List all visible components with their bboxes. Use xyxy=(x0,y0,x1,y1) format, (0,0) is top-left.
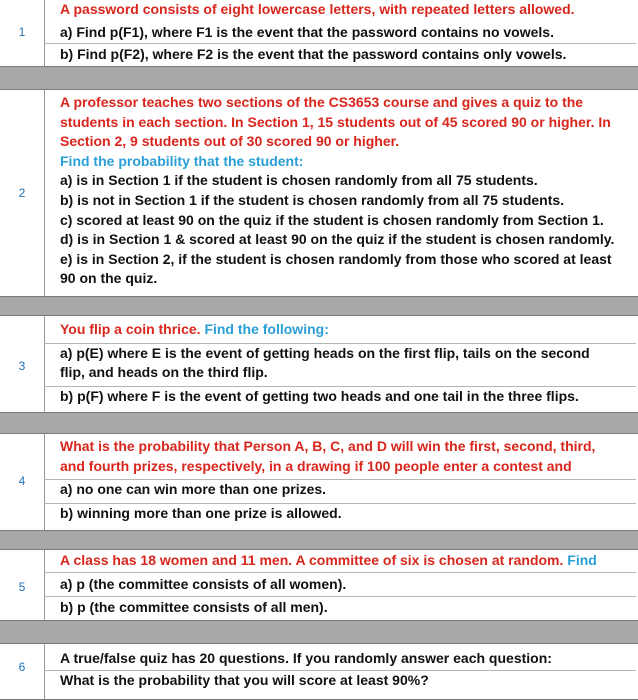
row-divider xyxy=(44,43,636,44)
row-divider xyxy=(44,386,636,387)
separator-band xyxy=(0,412,638,434)
problem-1 xyxy=(0,0,638,66)
problem-6 xyxy=(0,644,638,700)
problem-3 xyxy=(0,316,638,412)
part-b: b) Find p(F2), where F2 is the event that the password contains only vowels. xyxy=(60,46,567,63)
intro-line: students in each section. In Section 1, 15 students out of 45 scored 90 or higher. In xyxy=(60,113,611,130)
column-divider xyxy=(44,434,45,530)
row-divider xyxy=(44,503,636,504)
problem-5 xyxy=(0,550,638,620)
problem-number: 3 xyxy=(18,359,26,373)
question-line: What is the probability that you will score at least 90%? xyxy=(60,671,429,688)
separator-band xyxy=(0,530,638,550)
problem-title: A true/false quiz has 20 questions. If you randomly answer each question: xyxy=(60,650,552,666)
intro-line: Section 2, 9 students out of 30 scored 90 or higher. xyxy=(60,133,400,150)
row-divider xyxy=(44,572,636,573)
part-e-continued: 90 on the quiz. xyxy=(60,270,158,287)
problem-4 xyxy=(0,434,638,530)
separator-band xyxy=(0,66,638,90)
row-divider xyxy=(44,343,636,344)
part-a: a) p (the committee consists of all women). xyxy=(60,575,347,592)
problem-number: 1 xyxy=(18,25,26,39)
part-a: a) p(E) where E is the event of getting heads on the first flip, tails on the second xyxy=(60,344,590,361)
part-e: e) is in Section 2, if the student is chosen randomly from those who scored at least xyxy=(60,250,612,267)
part-b: b) p (the committee consists of all men). xyxy=(60,599,328,616)
problem-number: 5 xyxy=(18,580,26,594)
part-b: b) winning more than one prize is allowed. xyxy=(60,504,342,521)
row-divider xyxy=(44,479,636,480)
part-a: a) no one can win more than one prizes. xyxy=(60,481,327,498)
row-divider xyxy=(44,670,636,671)
column-divider xyxy=(44,0,45,66)
intro-line: A professor teaches two sections of the CS3653 course and gives a quiz to the xyxy=(60,94,584,110)
intro-line: What is the probability that Person A, B, C, and D will win the first, second, third, xyxy=(60,438,596,454)
problem-title: You flip a coin thrice. xyxy=(60,321,201,337)
column-divider xyxy=(44,644,45,700)
part-c: c) scored at least 90 on the quiz if the student is chosen randomly from Section 1. xyxy=(60,211,604,228)
row-divider xyxy=(44,596,636,597)
problem-2 xyxy=(0,90,638,296)
problem-title: A password consists of eight lowercase letters, with repeated letters allowed. xyxy=(60,1,575,17)
part-a-continued: flip, and heads on the third flip. xyxy=(60,364,268,381)
intro-line: and fourth prizes, respectively, in a drawing if 100 people enter a contest and xyxy=(60,457,572,474)
problem-number: 4 xyxy=(18,474,26,488)
problem-prompt: Find the following: xyxy=(204,321,329,337)
problem-number: 6 xyxy=(18,660,26,674)
part-a: a) is in Section 1 if the student is chosen randomly from all 75 students. xyxy=(60,172,538,189)
part-d: d) is in Section 1 & scored at least 90 on the quiz if the student is chosen randomly. xyxy=(60,231,615,248)
part-b: b) is not in Section 1 if the student is chosen randomly from all 75 students. xyxy=(60,191,565,208)
column-divider xyxy=(44,550,45,620)
part-b: b) p(F) where F is the event of getting two heads and one tail in the three flips. xyxy=(60,387,579,404)
column-divider xyxy=(44,90,45,296)
problem-prompt: Find xyxy=(567,552,597,568)
problem-prompt: Find the probability that the student: xyxy=(60,152,304,169)
part-a: a) Find p(F1), where F1 is the event that the password contains no vowels. xyxy=(60,23,554,40)
separator-band xyxy=(0,296,638,316)
separator-band xyxy=(0,620,638,644)
column-divider xyxy=(44,316,45,412)
problem-title: A class has 18 women and 11 men. A committee of six is chosen at random. xyxy=(60,552,564,568)
problem-number: 2 xyxy=(18,186,26,200)
